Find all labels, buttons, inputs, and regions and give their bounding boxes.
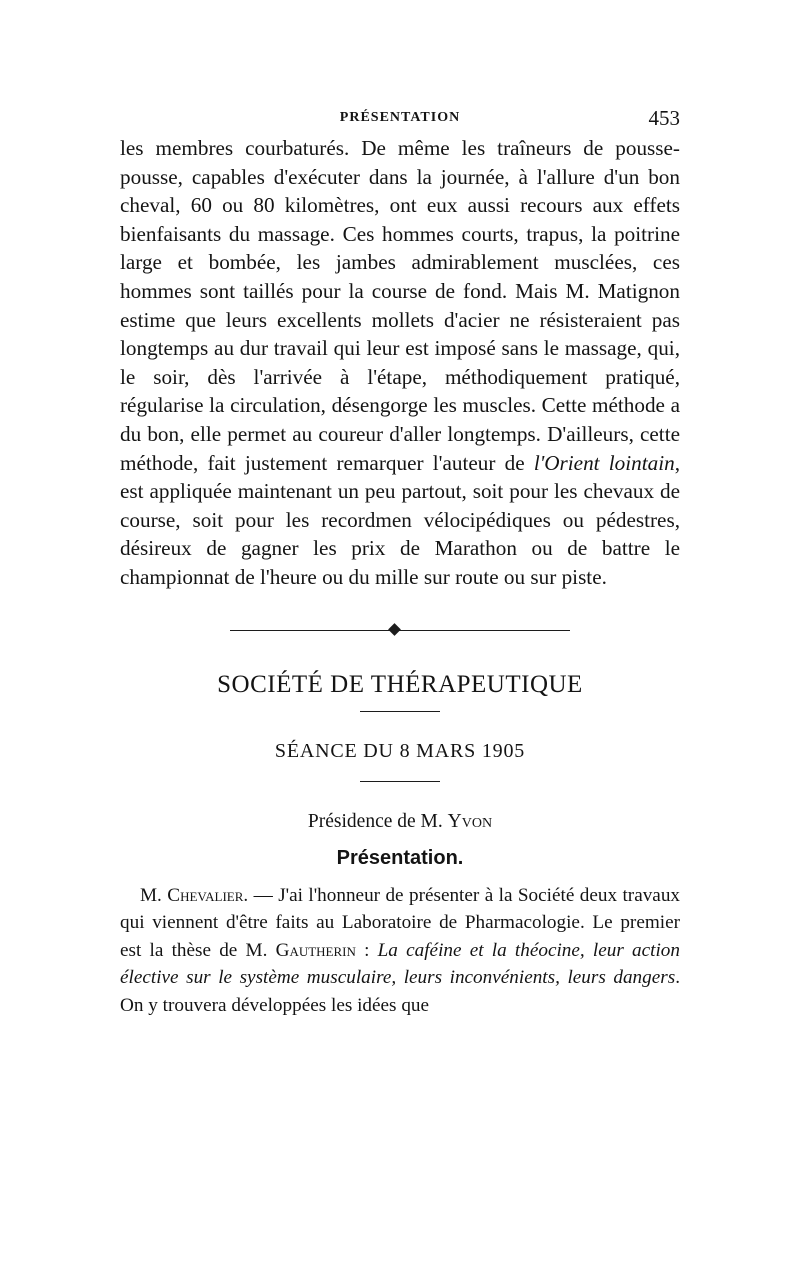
page-number: 453: [648, 106, 680, 130]
short-divider: [360, 711, 440, 712]
speaker-name: Chevalier: [167, 884, 244, 906]
book-title-italic: l'Orient lointain: [533, 450, 675, 475]
presentation-text-part-3: . On y trouvera développées les idées que: [120, 967, 680, 1016]
session-date: SÉANCE DU 8 MARS 1905: [274, 739, 526, 762]
society-title: SOCIÉTÉ DE THÉRAPEUTIQUE: [217, 670, 583, 698]
president-name: Yvon: [447, 810, 493, 832]
section-heading: Présentation.: [336, 846, 464, 869]
thesis-title-italic: La caféine et la théocine, leur action élective sur le système musculaire, leurs inconvénients, leurs dangers: [120, 939, 680, 989]
ornamental-divider: [230, 624, 570, 638]
presentation-paragraph: [120, 882, 680, 1020]
presentation-text-part-2: :: [355, 939, 378, 961]
paragraph-text-part-1: les membres courbaturés. De même les traîneurs de pousse-pousse, capables d'exécuter dans la journée, à l'allure d'un bon cheval, 60 ou 80 kilomètres, ont eux aussi recours aux effets bienfaisants du massage. Ces hommes courts, trapus, la poitrine large et bombée, les jambes admirablement musclées, ces hommes sont taillés pour la course de fond. Mais M. Matignon estime que leurs excellents mollets d'acier ne résisteraient pas longtemps au dur travail qui leur est imposé sans le massage, qui, le soir, dès l'arrivée à l'étape, méthodiquement pratiqué, régularise la circulation, désengorge les muscles. Cette méthode a du bon, elle permet au coureur d'aller longtemps. D'ailleurs, cette méthode, fait justement remarquer l'auteur de: [120, 136, 680, 475]
running-title: PRÉSENTATION: [339, 110, 461, 125]
continued-paragraph: [120, 134, 680, 592]
presidency-prefix: Présidence de M.: [307, 810, 448, 832]
running-head: [120, 104, 680, 134]
paragraph-text-part-2: , est appliquée maintenant un peu partout, soit pour les chevaux de course, soit pour les recordmen vélocipédiques ou pédestres, désireux de gagner les prix de Marathon ou de battre le championnat de l'heure ou du mille sur route ou sur piste.: [120, 450, 680, 589]
speaker-prefix: M.: [140, 884, 168, 906]
short-divider: [360, 781, 440, 782]
diamond-ornament-icon: [388, 623, 401, 636]
presidency-line: [120, 811, 680, 833]
author-name: Gautherin: [275, 939, 356, 961]
presentation-text-part-1: . — J'ai l'honneur de présenter à la Société deux travaux qui viennent d'être faits au Laboratoire de Pharmacologie. Le premier est la thèse de M.: [120, 884, 681, 961]
book-page: [120, 104, 680, 1019]
